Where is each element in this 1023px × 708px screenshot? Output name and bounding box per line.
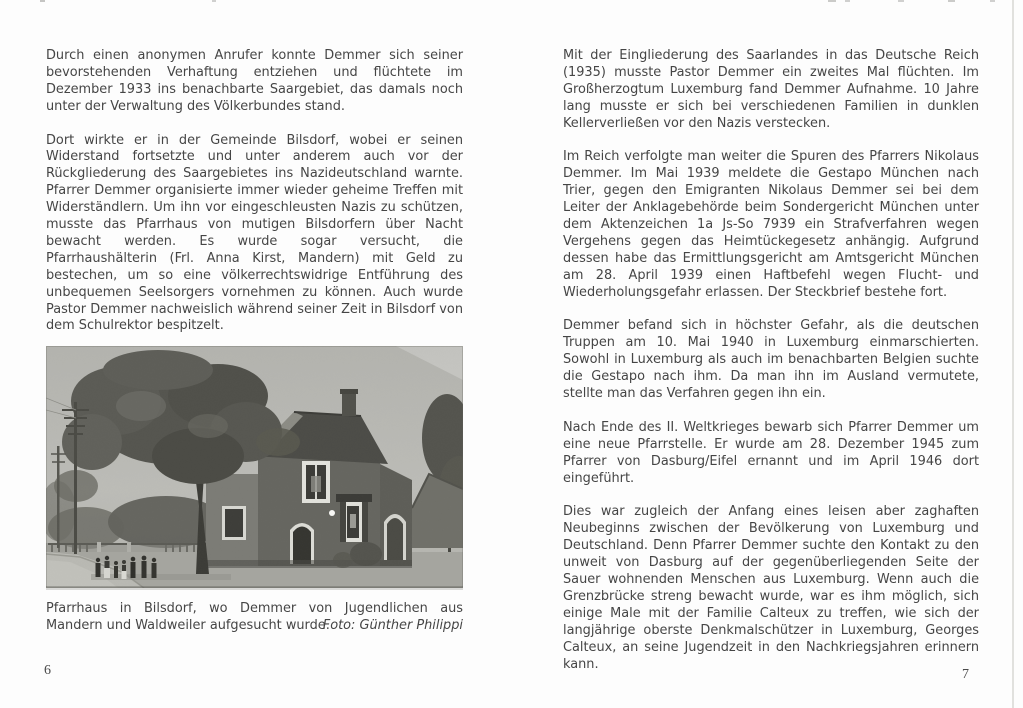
scan-page-edge (1012, 0, 1014, 708)
scan-speck (828, 0, 836, 2)
paragraph: Nach Ende des II. Weltkrieges bewarb sich Pfarrer Demmer um eine neue Pfarrstelle. Er wurde am 28. Dezember 1945 zum Pfarrer von Dasburg/Eifel ernannt und im April 1946 dort eingeführt. (563, 419, 979, 486)
page-number-left: 6 (44, 663, 51, 678)
paragraph: Dort wirkte er in der Gemeinde Bilsdorf, wobei er seinen Widerstand fortsetzte und unter anderem auch vor der Rückgliederung des Saargebietes ins Nazideutschland warnte. Pfarrer Demmer organisierte immer wieder geheime Treffen mit Widerständlern. Um ihn vor eingeschleusten Nazis zu schützen, musste das Pfarrhaus von mutigen Bilsdorfern über Nacht bewacht werden. Es wurde sogar versucht, die Pfarrhaushälterin (Frl. Anna Kirst, Mandern) mit Geld zu bestechen, um so eine völkerrechtswidrige Entführung des unbequemen Seelsorgers vornehmen zu können. Auch wurde Pastor Demmer nachweislich während seiner Zeit in Bilsdorf von dem Schulrektor bespitzelt. (46, 132, 463, 334)
photo-caption-text: Pfarrhaus in Bilsdorf, wo Demmer von Jugendlichen aus Mandern und Waldweiler aufgesucht wurde. (46, 601, 463, 633)
paragraph: Dies war zugleich der Anfang eines leisen aber zaghaften Neubeginns zwischen der Bevölkerung von Luxemburg und Deutschland. Denn Pfarrer Demmer suchte den Kontakt zu den unweit von Dasburg auf der gegenüberliegenden Seite der Sauer wohnenden Menschen aus Luxemburg. Wenn auch die Grenzbrücke streng bewacht wurde, war es ihm möglich, sich einige Male mit der Familie Calteux zu treffen, wie sich der langjährige oberste Denkmalschützer in Luxemburg, Georges Calteux, an seine Jugendzeit in den Nachkriegsjahren erinnern kann. (563, 504, 979, 672)
scan-speck (948, 0, 955, 2)
scan-speck (990, 0, 995, 2)
page-right (563, 48, 979, 688)
photo-credit: Foto: Günther Philippi (322, 617, 463, 633)
scan-speck (898, 0, 904, 2)
paragraph: Im Reich verfolgte man weiter die Spuren des Pfarrers Nikolaus Demmer. Im Mai 1939 meldete die Gestapo München nach Trier, gegen den Emigranten Nikolaus Demmer sei bei dem Leiter der Anklagebehörde beim Sondergericht München unter dem Aktenzeichen 1a Js-So 7939 ein Strafverfahren wegen Vergehens gegen das Heimtückegesetz anhängig. Aufgrund dessen habe das Ermittlungsgericht am Amtsgericht München am 28. April 1939 einen Haftbefehl wegen Flucht- und Wiederholungsgefahr erlassen. Der Steckbrief bestehe fort. (563, 149, 979, 300)
page-number-right: 7 (962, 667, 969, 682)
pfarrhaus-photo-illustration (46, 346, 463, 588)
scan-speck (40, 0, 45, 2)
page-left (46, 48, 463, 688)
scan-speck (845, 0, 850, 2)
scan-speck (212, 0, 216, 2)
paragraph: Mit der Eingliederung des Saarlandes in das Deutsche Reich (1935) musste Pastor Demmer ein zweites Mal flüchten. Im Großherzogtum Luxemburg fand Demmer Aufnahme. 10 Jahre lang musste er sich bei verschiedenen Familien in dunklen Kellerverließen vor den Nazis verstecken. (563, 48, 979, 131)
photo-pfarrhaus (46, 346, 463, 588)
paragraph: Demmer befand sich in höchster Gefahr, als die deutschen Truppen am 10. Mai 1940 in Luxemburg einmarschierten. Sowohl in Luxemburg als auch im benachbarten Belgien suchte die Gestapo nach ihm. Da man ihn im Ausland vermutete, stellte man das Verfahren gegen ihn ein. (563, 318, 979, 402)
photo-caption (46, 601, 463, 635)
paragraph: Durch einen anonymen Anrufer konnte Demmer sich seiner bevorstehenden Verhaftung entziehen und flüchtete im Dezember 1933 ins benachbarte Saargebiet, das damals noch unter der Verwaltung des Völkerbundes stand. (46, 48, 463, 114)
